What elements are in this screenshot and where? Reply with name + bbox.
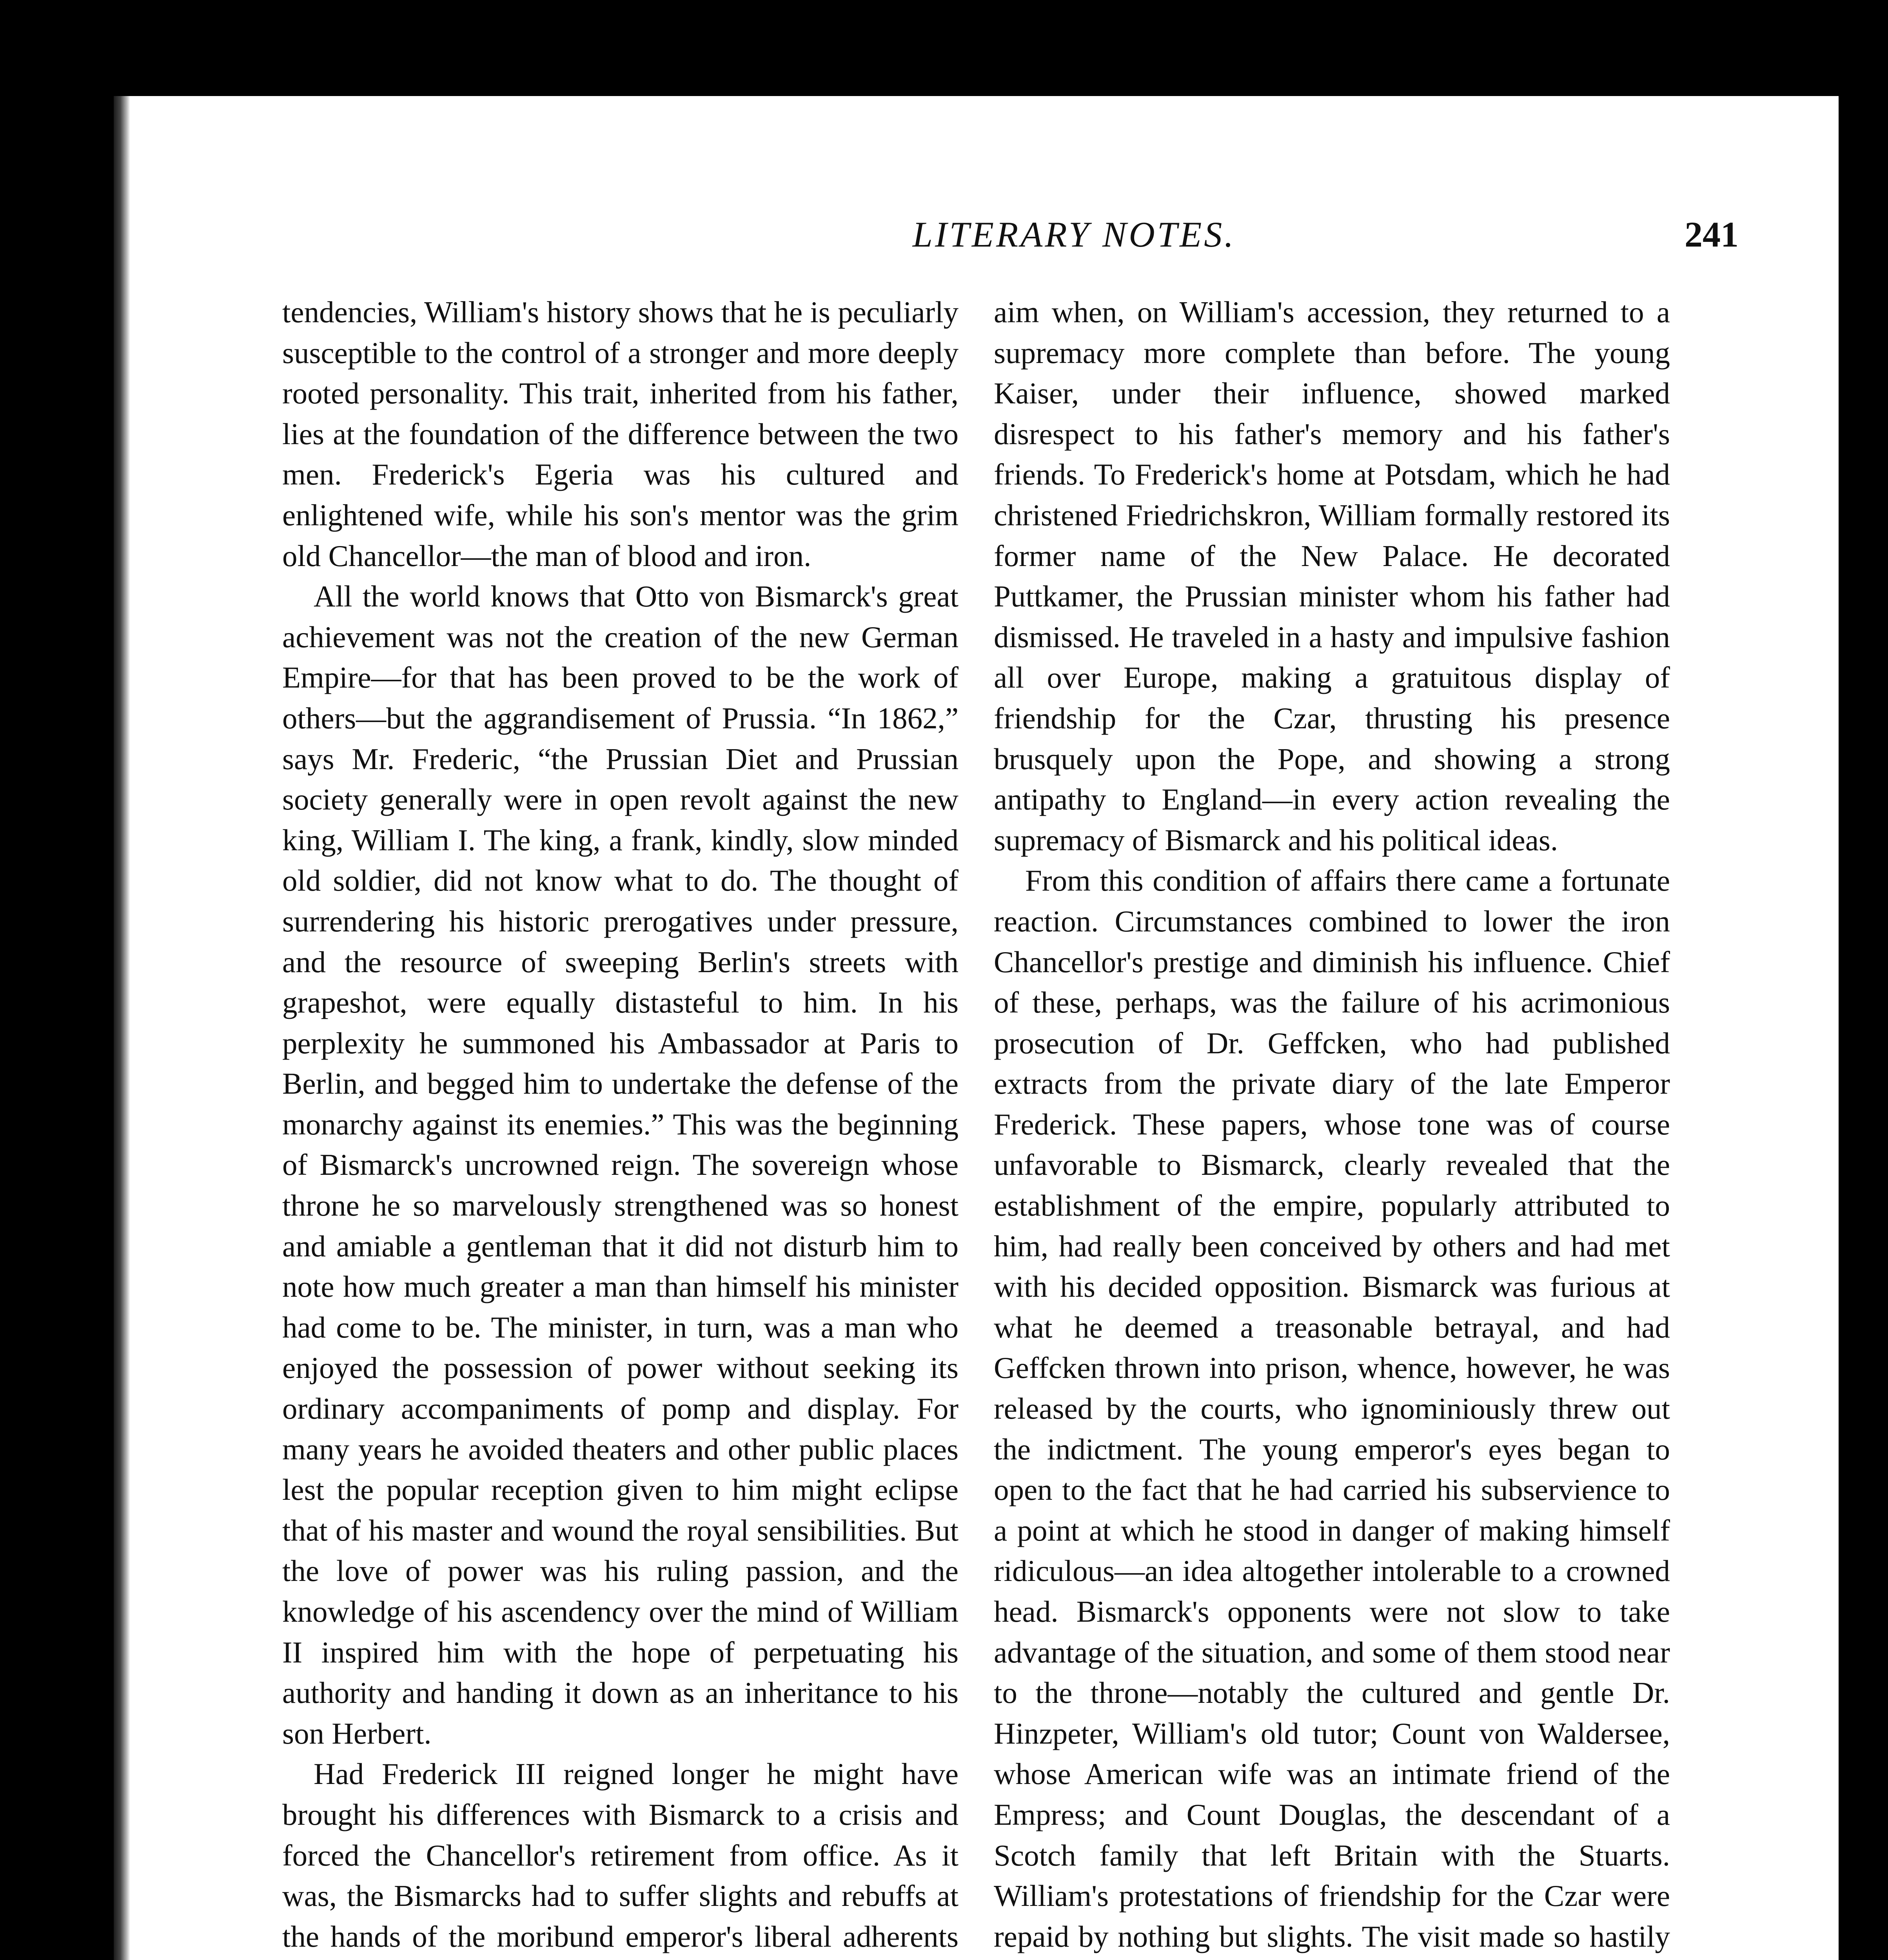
paragraph: tendencies, William's history shows that he is peculiarly susceptible to the control of a stronger and more deeply rooted personality. This trait, inherited from his father, lies at the foundation of the difference between the two men. Frederick's Egeria was his cultured and enlightened wife, while his son's mentor was the grim old Chancellor—the man of blood and iron.	[282, 295, 959, 573]
paragraph: Had Frederick III reigned longer he might have brought his differences with Bismarck to a crisis and forced the Chancellor's retirement from office. As it was, the Bismarcks had to suffer slights and rebuffs at the hands of the moribund emperor's liberal adherents	[282, 1757, 959, 1953]
paragraph: aim when, on William's accession, they returned to a supremacy more complete than before. The young Kaiser, under their influence, showed marked disrespect to his father's memory and his father's friends. To Frederick's home at Potsdam, which he had christened Friedrichskron, William formally restored its former name of the New Palace. He decorated Puttkamer, the Prussian minister whom his father had dismissed. He traveled in a hasty and impulsive fashion all over Europe, making a gratuitous display of friendship for the Czar, thrusting his presence brusquely upon the Pope, and showing a strong antipathy to England—in every action revealing the supremacy of Bismarck and his political ideas.	[994, 295, 1670, 857]
binding-gutter	[114, 96, 130, 1960]
right-column	[994, 292, 1670, 1960]
paragraph: From this condition of affairs there came a fortunate reaction. Circumstances combined to lower the iron Chancellor's prestige and diminish his influence. Chief of these, perhaps, was the failure of his acrimonious prosecution of Dr. Geffcken, who had published extracts from the private diary of the late Emperor Frederick. These papers, whose tone was of course unfavorable to Bismarck, clearly revealed that the establishment of the empire, popularly attributed to him, had really been conceived by others and had met with his decided opposition. Bismarck was furious at what he deemed a treasonable betrayal, and had Geffcken thrown into prison, whence, however, he was released by the courts, who ignominiously threw out the indictment. The young emperor's eyes began to open to the fact that he had carried his subservience to a point at which he stood in danger of making himself ridiculous—an idea altogether intolerable to a crowned head. Bismarck's opponents were not slow to take advantage of the situation, and some of them stood near to the throne—notably the cultured and gentle Dr. Hinzpeter, William's old tutor; Count von Waldersee, whose American wife was an intimate friend of the Empress; and Count Douglas, the descendant of a Scotch family that left Britain with the Stuarts. William's protestations of friendship for the Czar were repaid by nothing but slights. The visit made so hastily	[994, 864, 1670, 1953]
left-column	[282, 292, 959, 1960]
running-title: LITERARY NOTES.	[912, 214, 1236, 254]
book-page	[114, 96, 1839, 1960]
paragraph: All the world knows that Otto von Bismarck's great achievement was not the creation of the new German Empire—for that has been proved to be the work of others—but the aggrandisement of Prussia. “In 1862,” says Mr. Frederic, “the Prussian Diet and Prussian society generally were in open revolt against the new king, William I. The king, a frank, kindly, slow minded old soldier, did not know what to do. The thought of surrendering his historic prerogatives under pressure, and the resource of sweeping Berlin's streets with grapeshot, were equally distasteful to him. In his perplexity he summoned his Ambassador at Paris to Berlin, and begged him to undertake the defense of the monarchy against its enemies.” This was the beginning of Bismarck's uncrowned reign. The sovereign whose throne he so marvelously strengthened was so honest and amiable a gentleman that it did not disturb him to note how much greater a man than himself his minister had come to be. The minister, in turn, was a man who enjoyed the possession of power without seeking its ordinary accompaniments of pomp and display. For many years he avoided theaters and other public places lest the popular reception given to him might eclipse that of his master and wound the royal sensibilities. But the love of power was his ruling passion, and the knowledge of his ascendency over the mind of William II inspired him with the hope of perpetuating his authority and handing it down as an inheritance to his son Herbert.	[282, 579, 959, 1750]
page-number: 241	[1685, 214, 1739, 254]
